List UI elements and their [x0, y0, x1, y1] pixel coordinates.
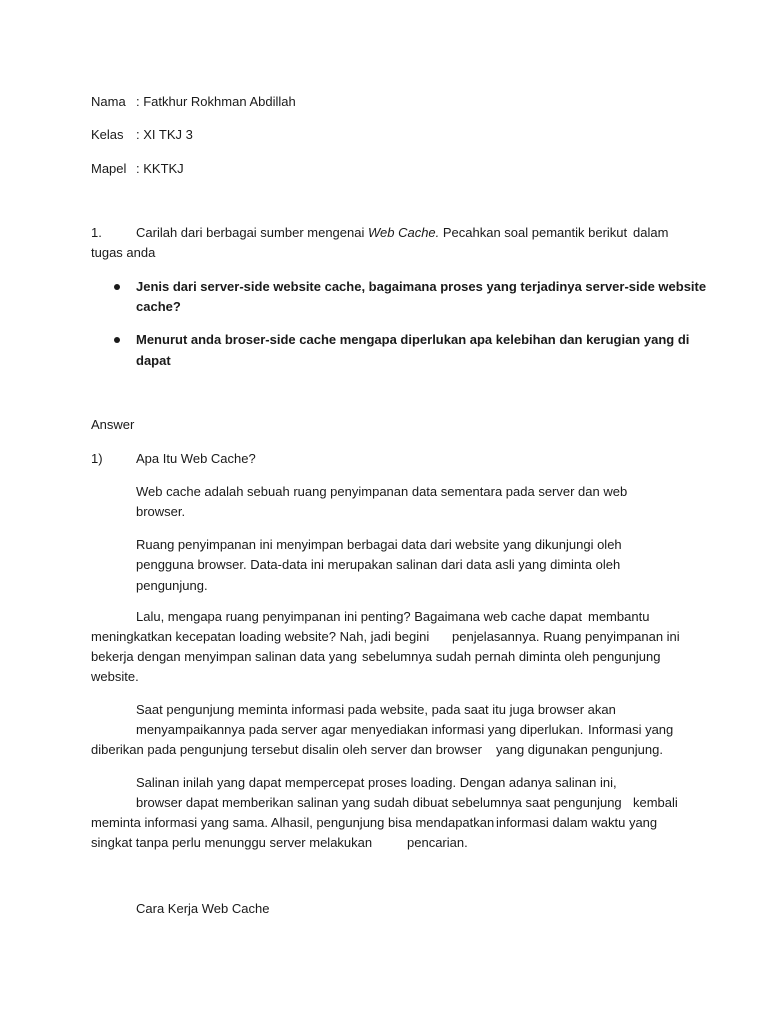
question-text-italic: Web Cache. — [367, 225, 440, 240]
answer-item-title: Apa Itu Web Cache? — [136, 451, 256, 466]
p1-line-2: browser. — [136, 504, 186, 519]
nama-value: : Fatkhur Rokhman Abdillah — [136, 94, 296, 109]
p3-line-2a: meningkatkan kecepatan loading website? Nah, jadi begini — [91, 629, 430, 644]
bullet-2-line-1: Menurut anda broser-side cache mengapa diperlukan apa kelebihan dan kerugian yang di — [136, 332, 690, 347]
p5-line-4a: singkat tanpa perlu menunggu server melakukan — [91, 835, 373, 850]
bullet-2-line-2: dapat — [136, 353, 171, 368]
p5-line-1: Salinan inilah yang dapat mempercepat proses loading. Dengan adanya salinan ini, — [136, 775, 617, 790]
p4-line-2b: Informasi yang — [588, 722, 674, 737]
p3-line-1b: membantu — [588, 609, 650, 624]
p3-line-3b: sebelumnya sudah pernah diminta oleh pengunjung — [362, 649, 661, 664]
p3-line-1a: Lalu, mengapa ruang penyimpanan ini penting? Bagaimana web cache dapat — [136, 609, 582, 624]
p5-line-2a: browser dapat memberikan salinan yang sudah dibuat sebelumnya saat pengunjung — [136, 795, 622, 810]
question-number: 1. — [91, 225, 102, 240]
bullet-1-line-1: Jenis dari server-side website cache, bagaimana proses yang terjadinya server-side website — [136, 279, 707, 294]
p5-line-3b: informasi dalam waktu yang — [496, 815, 658, 830]
answer-item-number: 1) — [91, 451, 103, 466]
mapel-value: : KKTKJ — [136, 161, 184, 176]
subheading: Cara Kerja Web Cache — [136, 901, 270, 916]
p2-line-2: pengguna browser. Data-data ini merupakan salinan dari data asli yang diminta oleh — [136, 557, 621, 572]
p3-line-3a: bekerja dengan menyimpan salinan data yang — [91, 649, 357, 664]
p3-line-4: website. — [91, 669, 139, 684]
p1-line-1: Web cache adalah sebuah ruang penyimpanan data sementara pada server dan web — [136, 484, 628, 499]
kelas-value: : XI TKJ 3 — [136, 127, 193, 142]
p5-line-3a: meminta informasi yang sama. Alhasil, pengunjung bisa mendapatkan — [91, 815, 495, 830]
p4-line-1: Saat pengunjung meminta informasi pada website, pada saat itu juga browser akan — [136, 702, 616, 717]
kelas-label: Kelas — [91, 127, 124, 142]
question-line-2: tugas anda — [91, 245, 156, 260]
p5-line-2b: kembali — [633, 795, 678, 810]
p3-line-2b: penjelasannya. Ruang penyimpanan ini — [452, 629, 680, 644]
bullet-icon — [114, 337, 120, 343]
nama-label: Nama — [91, 94, 126, 109]
question-text-b: Pecahkan soal pemantik berikut — [439, 225, 628, 240]
p4-line-3a: diberikan pada pengunjung tersebut disalin oleh server dan browser — [91, 742, 482, 757]
p4-line-2a: menyampaikannya pada server agar menyediakan informasi yang diperlukan. — [136, 722, 584, 737]
bullet-icon — [114, 284, 120, 290]
p5-line-4b: pencarian. — [407, 835, 468, 850]
mapel-label: Mapel — [91, 161, 127, 176]
p2-line-3: pengunjung. — [136, 578, 208, 593]
question-text-c: dalam — [633, 225, 669, 240]
answer-label: Answer — [91, 417, 135, 432]
bullet-1-line-2: cache? — [136, 299, 181, 314]
question-text-a: Carilah dari berbagai sumber mengenai — [136, 225, 368, 240]
p4-line-3b: yang digunakan pengunjung. — [496, 742, 663, 757]
p2-line-1: Ruang penyimpanan ini menyimpan berbagai data dari website yang dikunjungi oleh — [136, 537, 622, 552]
question-line-1 — [136, 223, 627, 243]
